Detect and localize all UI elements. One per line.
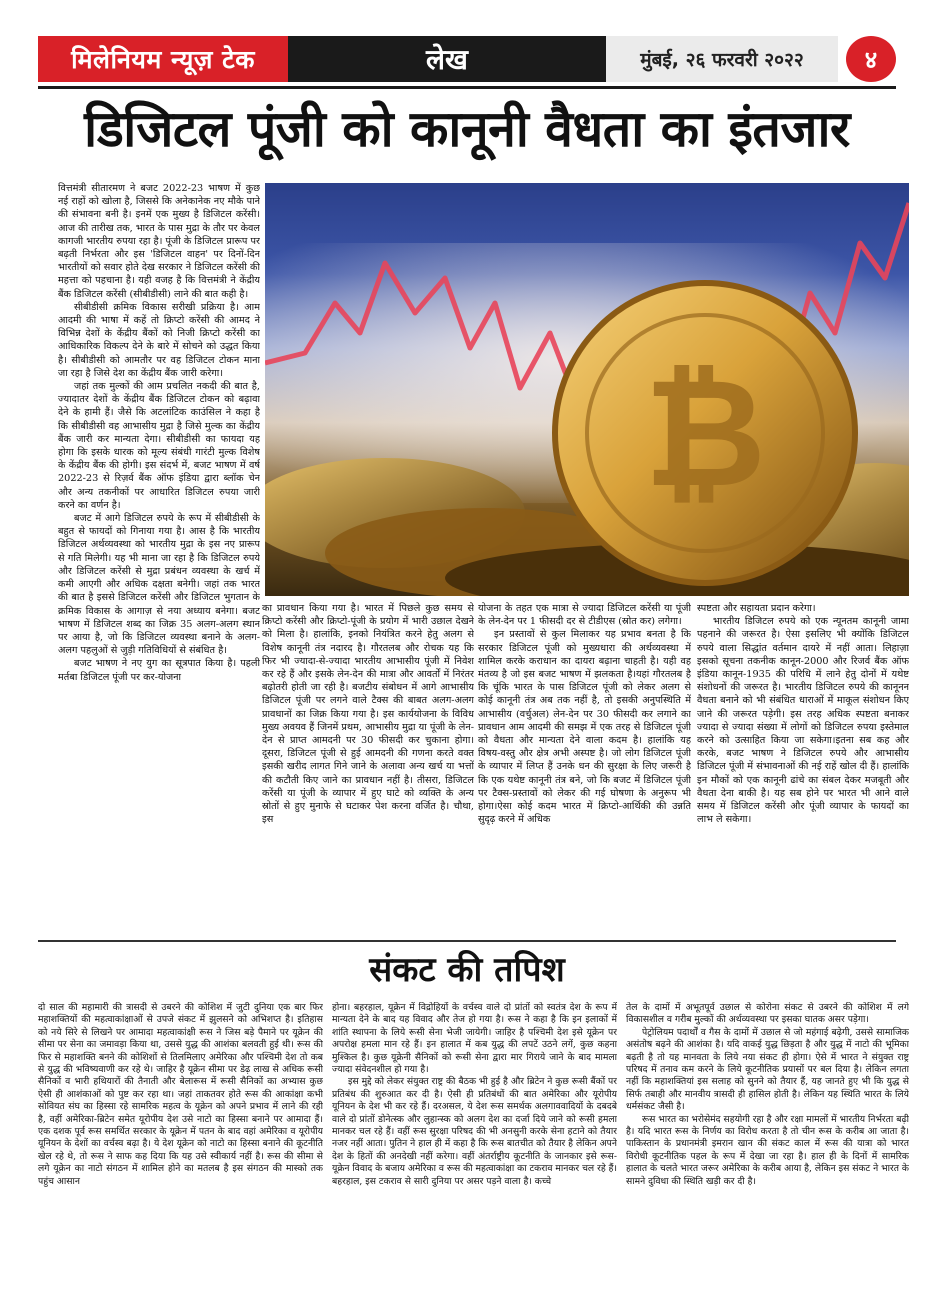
paragraph: इस मुद्दे को लेकर संयुक्त राष्ट्र की बैठक भी हुई है और ब्रिटेन ने कुछ रूसी बैंकों पर प्रतिबंध की शुरुआत कर दी है। ऐसी ही प्रतिबंधों की बात अमेरिका और यूरोपीय यूनियन के देश भी कर रहे हैं। दरअसल, ये देश रूस समर्थक अलगाववादियों के दबदबे वाले दो प्रांतों डोनेत्स्क और लुहान्स्क को अलग देश का दर्जा दिये जाने को रूसी हमला मानकर चल रहे हैं। वहीं रूस सुरक्षा परिषद की भी अनसुनी करके सेना हटाने को तैयार नजर नहीं आता। पुतिन ने हाल ही में कहा है कि रूस बातचीत को तैयार है लेकिन अपने देश के हितों की अनदेखी नहीं करेगा। वहीं अंतर्राष्ट्रीय कूटनीति के जानकार इसे रूस-यूक्रेन विवाद के बजाय अमेरिका व रूस की महत्वाकांक्षा का टकराव मानकर चल रहे हैं। बहरहाल, इस टकराव से सारी दुनिया पर असर पड़ने वाला है। कच्चे — [332, 1076, 617, 1187]
editorial-column-2 — [332, 1002, 617, 1274]
svg-text:₿: ₿ — [643, 347, 767, 521]
paragraph: भारतीय डिजिटल रुपये को एक न्यूनतम कानूनी जामा पहनाने की जरूरत है। ऐसा इसलिए भी क्योंकि डिजिटल रुपये वाला सिद्धांत वर्तमान दायरे में नहीं आता। लिहाज़ा इसको सूचना तकनीक कानून-2000 और रिजर्व बैंक ऑफ इंडिया कानून-1935 की परिधि में लाने हेतु दोनों में यथेष्ट संशोधनों की जरूरत है। भारतीय डिजिटल रुपये की कानूनन वैधता बनाने को भी संबंधित धाराओं में माकूल संशोधन किए जाने की जरूरत पड़ेगी। इस तरह अधिक स्पष्टता बनाकर ज्यादा से ज्यादा संख्या में लोगों को डिजिटल रुपया इस्तेमाल करने को उत्साहित किया जा सकेगा।इतना सब कह और करके, बजट भाषण ने डिजिटल रुपये और आभासीय डिजिटल पूंजी में संभावनाओं की नई राहें खोल दी हैं। हालांकि इन मौकों को एक कानूनी ढांचे का संबल देकर मजबूती और वैधता देना बाकी है। यह सब होने पर भारत भी आने वाले समय में डिजिटल करेंसी और पूंजी व्यापार के फायदों का लाभ ले सकेगा। — [697, 616, 909, 826]
paragraph: वित्तमंत्री सीतारमण ने बजट 2022-23 भाषण में कुछ नई राहों को खोला है, जिससे कि अनेकानेक नए मौके पाने की संभावना बनी है। इनमें एक मुख्य है डिजिटल करेंसी। आज की तारीख तक, भारत के पास मुद्रा के तौर पर केवल कागजी भारतीय रुपया रहा है। पूंजी के डिजिटल प्रारूप पर बढ़ती निर्भरता और इस 'डिजिटल वाहन' पर दिनों-दिन भारतीयों को सवार होते देख सरकार ने डिजिटल करेंसी की महत्ता को पहचाना है। यही वजह है कि वित्तमंत्री ने केंद्रीय बैंक डिजिटल करेंसी (सीबीडीसी) लाने की बात कही है। — [58, 183, 260, 300]
paragraph: रूस भारत का भरोसेमंद सहयोगी रहा है और रक्षा मामलों में भारतीय निर्भरता बढ़ी है। यदि भारत रूस के निर्णय का विरोध करता है तो चीन रूस के करीब आ जाता है। पाकिस्तान के प्रधानमंत्री इमरान खान की संकट काल में रूस की यात्रा को भारत विरोधी कूटनीतिक पहल के रूप में देखा जा रहा है। हाल ही के दिनों में सामरिक हालात के चलते भारत जरूर अमेरिका के करीब आया है, लेकिन इस संकट ने भारत के सामने दुविधा की स्थिति खड़ी कर दी है। — [626, 1113, 909, 1187]
editorial-column-1 — [38, 1002, 323, 1274]
paragraph: बजट में आगे डिजिटल रुपये के रूप में सीबीडीसी के बहुत से फायदों को गिनाया गया है। आस है कि भारतीय डिजिटल अर्थव्यवस्था को भारतीय मुद्रा के इस नए प्रारूप से गति मिलेगी। यह भी माना जा रहा है कि डिजिटल रुपये और डिजिटल करेंसी से मुद्रा प्रबंधन व्यवस्था के खर्च में कमी आएगी और अधिक दक्षता बनेगी। जहां तक भारत की बात है इससे डिजिटल करेंसी और डिजिटल भुगतान के क्रमिक विकास के आगाज़ से नया अध्याय बनेगा। बजट भाषण में डिजिटल शब्द का जिक्र 35 अलग-अलग स्थान पर आया है, जो कि डिजिटल व्यवस्था बनाने के अलग-अलग पहलुओं से जुड़ी गतिविधियों से संबंधित है। — [58, 513, 260, 657]
paragraph: स्पष्टता और सहायता प्रदान करेगा। — [697, 603, 816, 614]
article-column-2 — [262, 602, 474, 930]
article-column-3 — [478, 602, 691, 930]
section-divider — [38, 940, 896, 942]
section-label: लेख — [288, 36, 606, 82]
article-column-4 — [697, 602, 909, 930]
paragraph: इन प्रस्तावों से कुल मिलाकर यह प्रभाव बनता है कि सरकार डिजिटल पूंजी को मुख्यधारा की अर्थव्यवस्था में शामिल करके कराधान का दायरा बढ़ाना चाहती है। यही वह मंतव्य है जो इस बजट भाषण में झलकता है।यहां गौरतलब है कि चूंकि भारत के पास डिजिटल पूंजी को लेकर अलग से कोई कानूनी तंत्र अब तक नहीं है, तो इसकी अनुपस्थिति में आभासीय (वर्चुअल) लेन-देन पर 30 फीसदी कर लगाने का प्रावधान आम आदमी की समझ में एक तरह से डिजिटल पूंजी को वैधता और मान्यता देने वाला कदम है। हालांकि यह विषय-वस्तु और क्षेत्र अभी अस्पष्ट है। जो लोग डिजिटल पूंजी के व्यापार में लिप्त हैं उनके धन की सुरक्षा के लिए जरूरी है कि एक यथेष्ट कानूनी तंत्र बने, जो कि बजट में डिजिटल पूंजी पर टैक्स-प्रस्तावों को लेकर की गई घोषणा के अनुरूप भी होगा।ऐसा कोई कदम भारत में क्रिप्टो-आर्थिकी की उन्नति सुदृढ़ करने में अधिक — [478, 629, 691, 826]
bitcoin-photo-illustration — [265, 183, 909, 596]
page-number: ४ — [846, 36, 896, 82]
dateline: मुंबई, २६ फरवरी २०२२ — [606, 36, 838, 82]
paragraph: जहां तक मुल्कों की आम प्रचलित नकदी की बात है, ज्यादातर देशों के केंद्रीय बैंक डिजिटल टोकन को बढ़ावा देने के हामी हैं। जैसे कि अटलांटिक काउंसिल ने कहा है कि सीबीडीसी वह आभासीय मुद्रा है जिसे मुल्क का केंद्रीय बैंक जारी कर मान्यता देगा। सीबीडीसी का फायदा यह होगा कि इसके धारक को मूल्य संबंधी गारंटी मुल्क विशेष के केंद्रीय बैंक की होगी। इस संदर्भ में, बजट भाषण में वर्ष 2022-23 से रिज़र्व बैंक ऑफ इंडिया द्वारा ब्लॉक चेन और अन्य तकनीकों पर आधारित डिजिटल रुपया जारी करने का वर्णन है। — [58, 381, 260, 511]
editorial-column-3 — [626, 1002, 909, 1274]
masthead: मिलेनियम न्यूज़ टेक — [38, 36, 288, 82]
paragraph: होना। बहरहाल, यूक्रेन में विद्रोहियों के वर्चस्व वाले दो प्रांतों को स्वतंत्र देश के रूप में मान्यता देने के बाद यह विवाद और तेज हो गया है। रूस ने कहा है कि इन इलाकों में शांति स्थापना के लिये रूसी सेना भेजी जायेगी। जाहिर है पश्चिमी देश इसे यूक्रेन पर अपरोक्ष हमला मान रहे हैं। इन हालात में कब युद्ध की लपटें उठने लगें, कुछ कहना मुश्किल है। कुछ यूक्रेनी सैनिकों को रूसी सेना द्वारा मार गिराये जाने के बाद मामला ज्यादा संवेदनशील हो गया है। — [332, 1002, 617, 1076]
editorial-headline: संकट की तपिश — [369, 950, 565, 990]
paragraph: दो साल की महामारी की त्रासदी से उबरने की कोशिश में जुटी दुनिया एक बार फिर महाशक्तियों की महत्वाकांक्षाओं से उपजे संकट में झुलसने को अभिशप्त है। इतिहास को नये सिरे से लिखने पर आमादा महत्वाकांक्षी रूस ने जिस बड़े पैमाने पर यूक्रेन की सीमा पर सेना का जमावड़ा किया था, उससे युद्ध की आशंका बलवती हुई थी। रूस की फिर से महाशक्ति बनने की कोशिशों से तिलमिलाए अमेरिका और पश्चिमी देश तो कब से युद्ध की भविष्यवाणी कर रहे थे। जाहिर है यूक्रेन सीमा पर डेढ़ लाख से अधिक रूसी सैनिकों व भारी हथियारों की तैनाती और बेलारूस में रूसी सैनिकों का अभ्यास कुछ ऐसी ही आशंकाओं को पुष्ट कर रहा था। जहां ताकतवर होते रूस की आकांक्षा कभी सोवियत संघ का हिस्सा रहे सामरिक महत्व के यूक्रेन को अपने प्रभाव में लाने की रही है, वहीं अमेरिका-ब्रिटेन समेत यूरोपीय देश उसे नाटो का हिस्सा बनाने पर आमादा हैं। एक दशक पूर्व रूस समर्थित सरकार के यूक्रेन में पतन के बाद वहां अमेरिका व यूरोपीय यूनियन के देशों का वर्चस्व बढ़ा है। ये देश यूक्रेन को नाटो का हिस्सा बनाने की कूटनीति खेल रहे थे, तो रूस ने साफ कह दिया कि यह उसे स्वीकार्य नहीं है। रूस की सीमा से लगे यूक्रेन का नाटो संगठन में शामिल होने का मतलब है इस संगठन की मास्को तक पहुंच आसान — [38, 1002, 323, 1187]
paragraph: बजट भाषण ने नए युग का सूत्रपात किया है। पहली मर्तबा डिजिटल पूंजी पर कर-योजना — [58, 658, 260, 683]
article-column-1 — [58, 182, 260, 930]
header-rule — [38, 86, 896, 89]
paragraph: योजना के तहत एक मात्रा से ज्यादा डिजिटल करेंसी या पूंजी के लेन-देन पर 1 फीसदी दर से टीडीएस (स्रोत कर) लगेगा। — [478, 603, 691, 628]
article-headline: डिजिटल पूंजी को कानूनी वैधता का इंतजार — [84, 100, 850, 158]
paragraph: का प्रावधान किया गया है। भारत में पिछले कुछ समय से क्रिप्टो करेंसी और क्रिप्टो-पूंजी के प्रयोग में भारी उछाल देखने को मिला है। हालांकि, इनको नियंत्रित करने हेतु अलग से विशेष कानूनी तंत्र नदारद है। गौरतलब और रोचक यह कि फिर भी ज्यादा-से-ज्यादा भारतीय आभासीय पूंजी में निवेश कर रहे हैं और इसके लेन-देन की मात्रा और आवर्तों में निरंतर बढ़ोतरी होती जा रही है। बजटीय संबोधन में आगे आभासीय डिजिटल पूंजी पर लगने वाले टैक्स की बाबत अलग-अलग प्रावधानों का जिक्र किया गया है। इस कार्ययोजना के विविध मुख्य अवयव हैं जिनमें प्रथम, आभासीय मुद्रा या पूंजी के लेन-देन से प्राप्त आमदनी पर 30 फीसदी कर चुकाना होगा। दूसरा, डिजिटल पूंजी से हुई आमदनी की गणना करते वक्त इसकी खरीद लागत गिने जाने के अलावा अन्य खर्च या भत्तों की कटौती किए जाने का प्रावधान नहीं है। तीसरा, डिजिटल करेंसी या पूंजी के व्यापार में हुए घाटे को व्यक्ति के अन्य स्रोतों से हुए मुनाफे से घटाकर पेश करना वर्जित है। चौथा, इस — [262, 603, 474, 826]
paragraph: तेल के दामों में अभूतपूर्व उछाल से कोरोना संकट से उबरने की कोशिश में लगे विकासशील व गरीब मुल्कों की अर्थव्यवस्था पर इसका घातक असर पड़ेगा। — [626, 1002, 909, 1026]
bitcoin-photo — [265, 183, 909, 596]
paragraph: सीबीडीसी क्रमिक विकास सरीखी प्रक्रिया है। आम आदमी की भाषा में कहें तो क्रिप्टो करेंसी की आमद ने विभिन्न देशों के केंद्रीय बैंकों को निजी क्रिप्टो करेंसी का आधिकारिक विकल्प देने के बारे में सोचने को उद्धत किया है। सीबीडीसी को आमतौर पर वह डिजिटल टोकन माना जा रहा है जिसे देश का केंद्रीय बैंक जारी करेगा। — [58, 301, 260, 379]
paragraph: पेट्रोलियम पदार्थों व गैस के दामों में उछाल से जो महंगाई बढ़ेगी, उससे सामाजिक असंतोष बढ़ने की आशंका है। यदि वाकई युद्ध छिड़ता है और युद्ध में नाटो की भूमिका बढ़ती है तो यह मानवता के लिये नया संकट ही होगा। ऐसे में भारत ने संयुक्त राष्ट्र परिषद में तनाव कम करने के लिये कूटनीतिक प्रयासों पर बल दिया है। लेकिन लगता नहीं कि महाशक्तियां इस सलाह को सुनने को तैयार हैं, यह जानते हुए भी कि युद्ध से सिर्फ तबाही और मानवीय त्रासदी ही हासिल होती है। लेकिन यह स्थिति भारत के लिये धर्मसंकट जैसी है। — [626, 1026, 909, 1113]
